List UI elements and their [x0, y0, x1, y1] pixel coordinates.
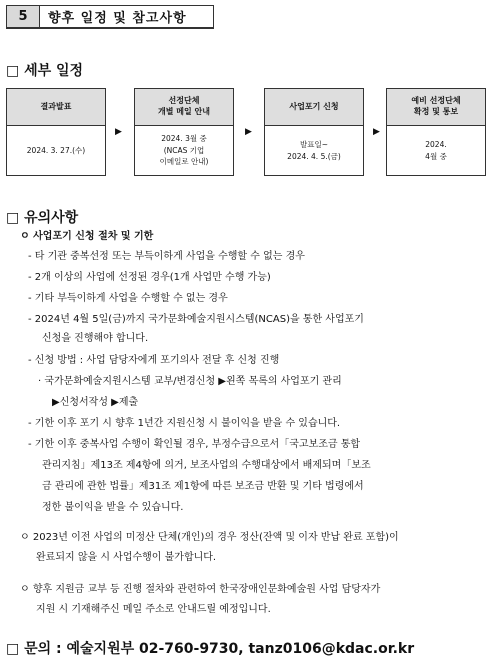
section-title: 향후 일정 및 참고사항: [48, 11, 187, 26]
notes-item2-line: ㅇ 2023년 이전 사업의 미정산 단체(개인)의 경우 정산(잔액 및 이자 반납 완료 포함)이: [20, 532, 399, 543]
notes-line: - 기한 이후 포기 시 향후 1년간 지원신청 시 불이익을 받을 수 있습니다.: [28, 418, 341, 429]
notes-line: 관리지침」제13조 제4항에 의거, 보조사업의 수행대상에서 배제되며「보조: [42, 460, 371, 471]
flow-step-body: 2024. 3월 중 (NCAS 기업 이메일로 안내): [159, 134, 209, 167]
flow-step-title: 결과발표: [7, 89, 105, 126]
notes-line: - 2개 이상의 사업에 선정된 경우(1개 사업만 수행 가능): [28, 272, 271, 283]
notes-line: - 타 기관 중복선정 또는 부득이하게 사업을 수행할 수 없는 경우: [28, 251, 305, 262]
flow-step-title: 선정단체 개별 메일 안내: [135, 89, 233, 126]
section-number: 5: [7, 6, 40, 27]
notes-line: - 기타 부득이하게 사업을 수행할 수 없는 경우: [28, 293, 228, 304]
notes-line: 금 관리에 관한 법률」제31조 제1항에 따른 보조금 반환 및 기타 법령에서: [42, 481, 364, 492]
notes-line: - 2024년 4월 5일(금)까지 국가문화예술지원시스템(NCAS)을 통한 사업포기: [28, 314, 364, 325]
flow-step-title: 예비 선정단체 확정 및 통보: [387, 89, 485, 126]
flow-step-1: [6, 88, 106, 176]
notes-line: · 국가문화예술지원시스템 교부/변경신청 ▶왼쪽 목록의 사업포기 관리: [38, 376, 342, 387]
flow-step-2: [134, 88, 234, 176]
notes-line: 신청을 진행해야 합니다.: [42, 333, 149, 344]
flow-arrow-icon: ▶: [373, 127, 380, 137]
flow-step-4: [386, 88, 486, 176]
flow-step-title: 사업포기 신청: [265, 89, 363, 126]
notes-item1-title: ㅇ 사업포기 신청 절차 및 기한: [20, 231, 154, 242]
flow-arrow-icon: ▶: [115, 127, 122, 137]
notes-line: 정한 불이익을 받을 수 있습니다.: [42, 502, 184, 513]
notes-item2-line: 완료되지 않을 시 사업수행이 불가합니다.: [36, 552, 217, 563]
notes-line: - 기한 이후 중복사업 수행이 확인될 경우, 부정수급으로서「국고보조금 통합: [28, 439, 361, 450]
notes-item3-line: 지원 시 기재해주신 메일 주소로 안내드릴 예정입니다.: [36, 604, 271, 615]
notes-line: - 신청 방법 : 사업 담당자에게 포기의사 전달 후 신청 진행: [28, 355, 280, 366]
notes-line: ▶신청서작성 ▶제출: [52, 397, 139, 408]
flow-step-body: 2024. 4월 중: [425, 139, 447, 161]
flow-arrow-icon: ▶: [245, 127, 252, 137]
flow-step-3: [264, 88, 364, 176]
contact-line: □ 문의 : 예술지원부 02-760-9730, tanz0106@kdac.or.kr: [6, 641, 415, 657]
notes-item3-line: ㅇ 향후 지원금 교부 등 진행 절차와 관련하여 한국장애인문화예술원 사업 담당자가: [20, 584, 381, 595]
flow-step-body: 2024. 3. 27.(수): [26, 145, 86, 155]
flow-step-body: 발표일~ 2024. 4. 5.(금): [287, 139, 341, 161]
section-header: [6, 5, 214, 29]
notes-heading: □ 유의사항: [6, 210, 79, 226]
schedule-heading: □ 세부 일정: [6, 63, 84, 79]
